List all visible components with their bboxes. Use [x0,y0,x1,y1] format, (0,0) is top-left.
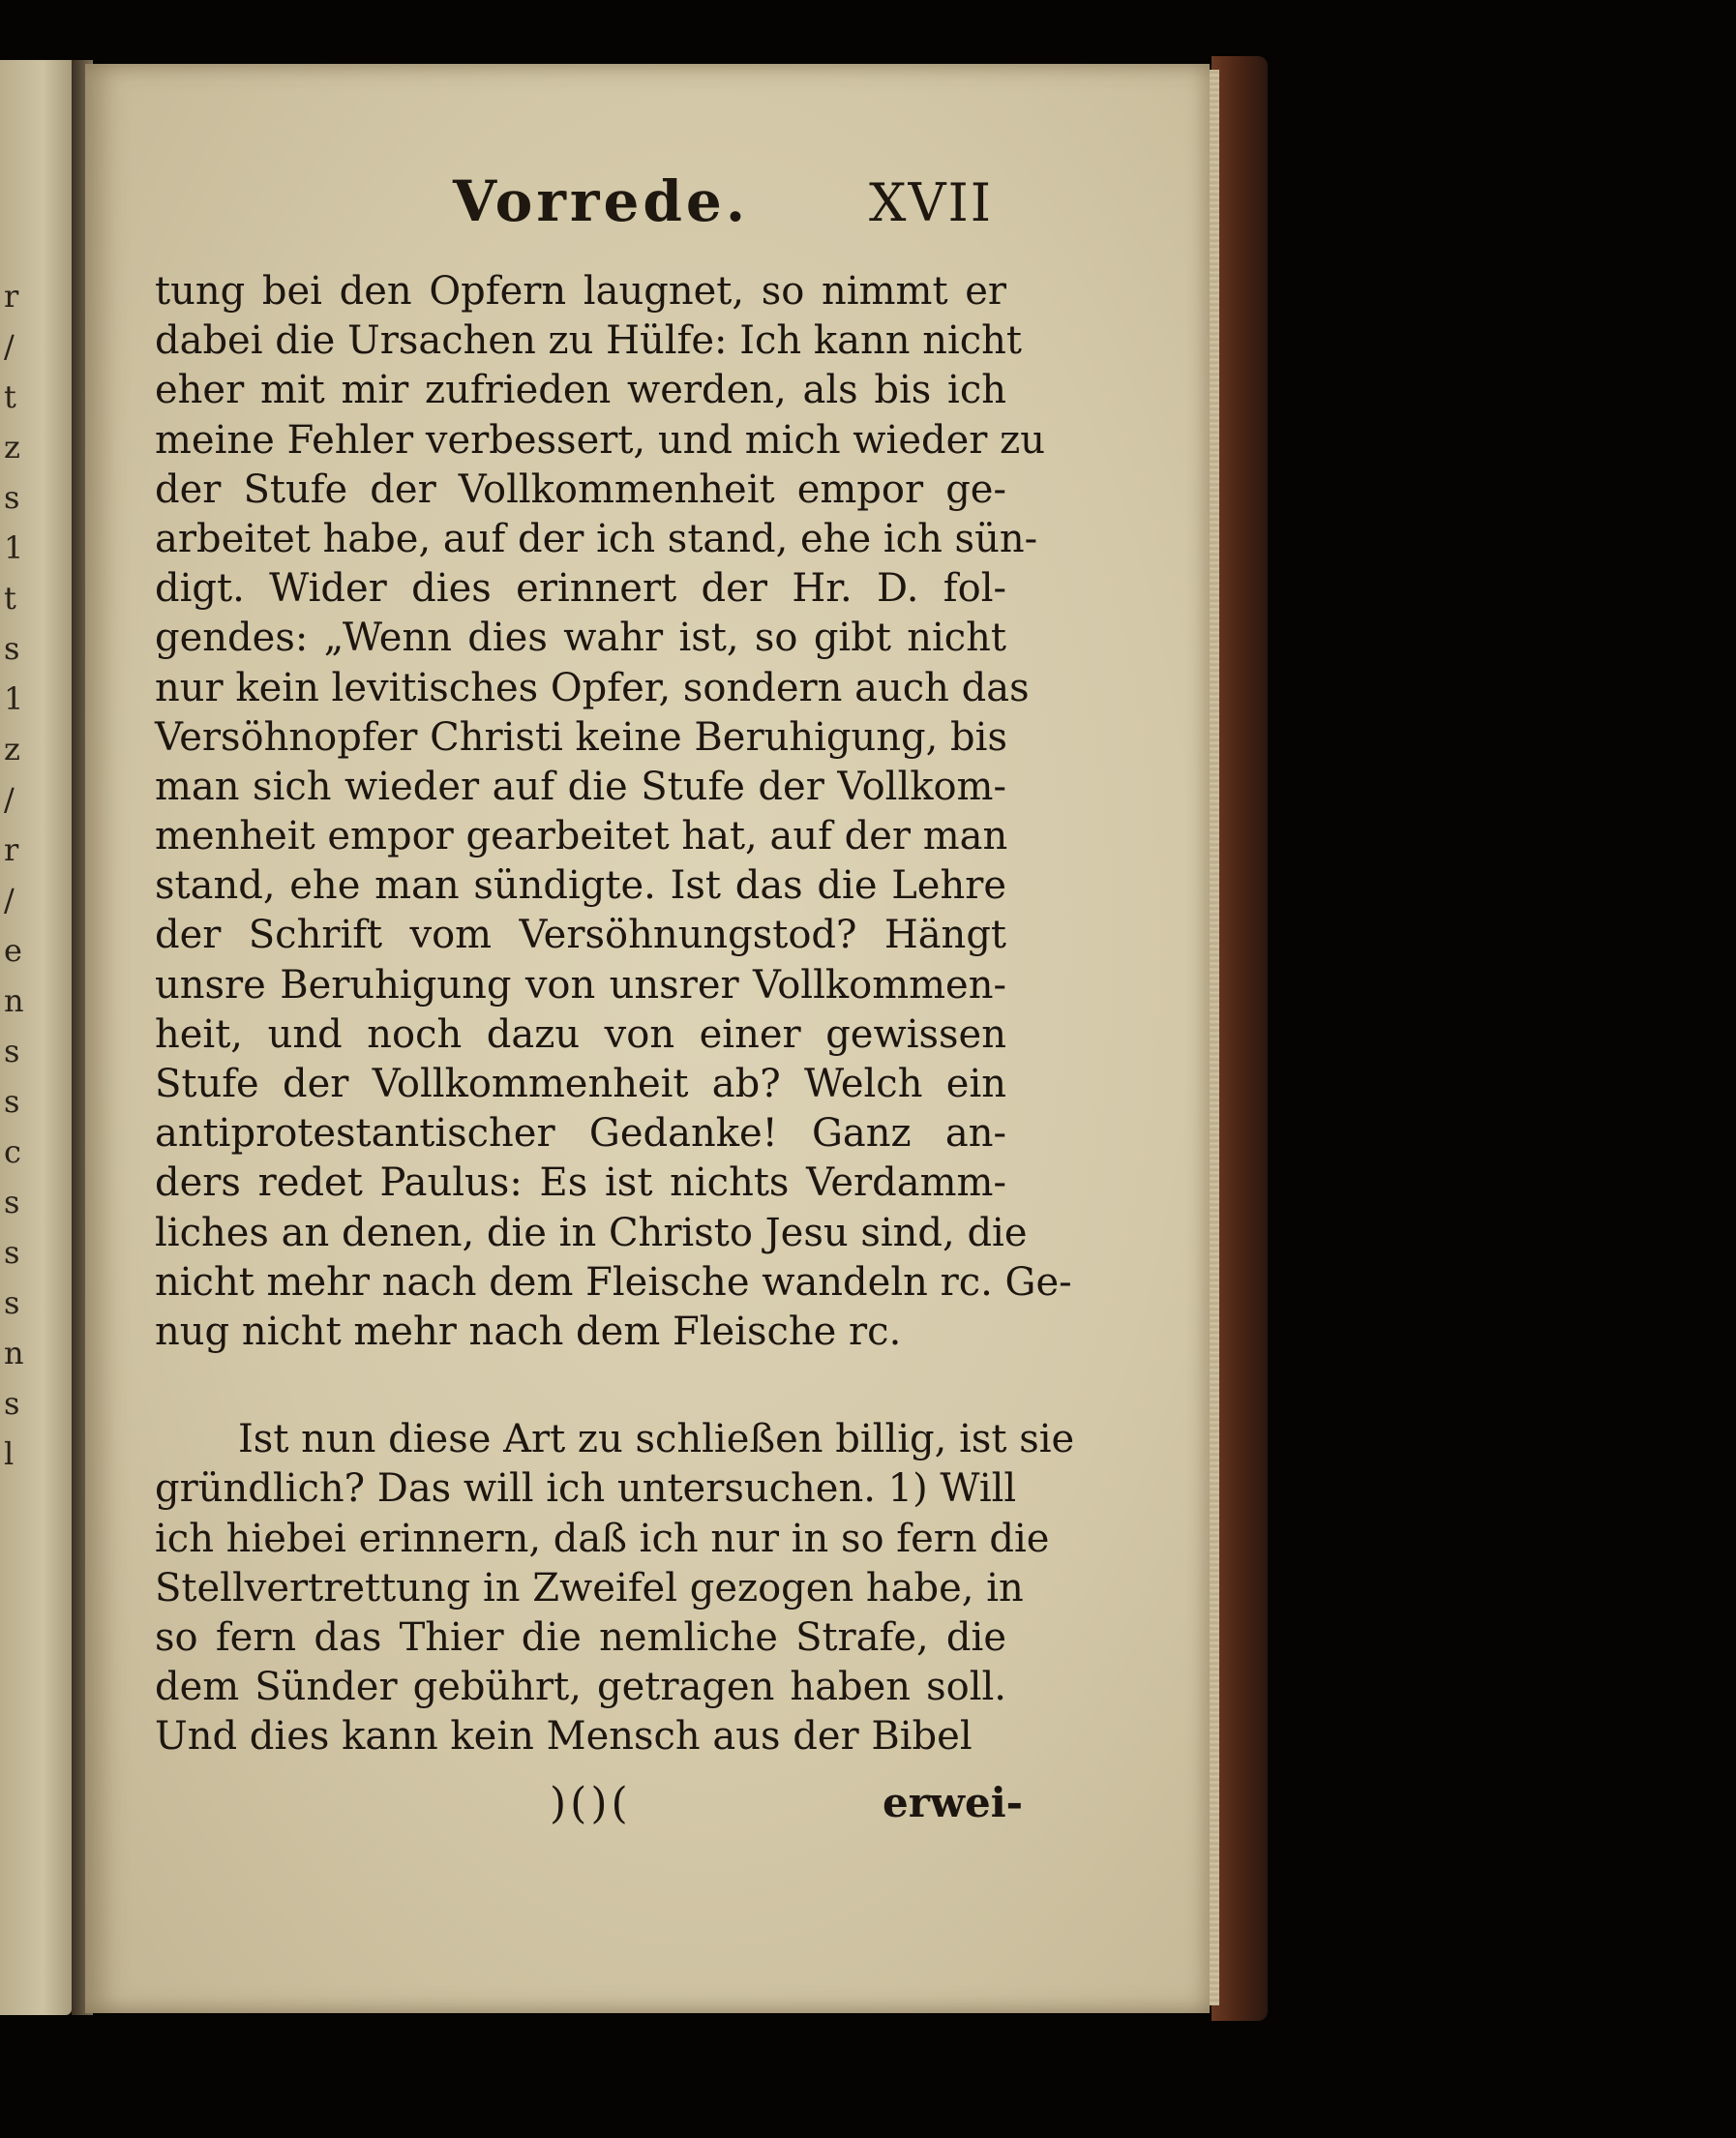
margin-fragment: s [4,479,20,516]
text-line: liches an denen, die in Christo Jesu sind, die [155,1210,1028,1255]
margin-fragment: s [4,1033,20,1069]
text-line: so fern das Thier die nemliche Strafe, die [155,1614,1006,1660]
margin-fragment: z [4,429,20,466]
margin-fragment: / [4,328,15,365]
text-line: der Stufe der Vollkommenheit empor ge- [155,467,1006,512]
text-line: gendes: „Wenn dies wahr ist, so gibt nicht [155,616,1006,661]
text-line: nug nicht mehr nach dem Fleische rc. [155,1309,902,1354]
margin-fragment: t [4,378,16,415]
text-line: nur kein levitisches Opfer, sondern auch das [155,665,1030,710]
text-line: der Schrift vom Versöhnungstod? Hängt [155,913,1006,958]
margin-fragment: / [4,781,15,818]
text-line: antiprotestantischer Gedanke! Ganz an- [155,1111,1006,1157]
margin-fragment: 1 [4,680,24,717]
margin-fragment: s [4,1385,20,1422]
text-line: digt. Wider dies erinnert der Hr. D. fol- [155,566,1006,612]
page-body [155,267,1075,1762]
text-line: Ist nun diese Art zu schließen billig, ist sie [238,1417,1075,1462]
text-line: Stufe der Vollkommenheit ab? Welch ein [155,1062,1006,1106]
text-line: meine Fehler verbessert, und mich wieder zu [155,417,1045,463]
text-line: Stellvertrettung in Zweifel gezogen habe, in [155,1565,1024,1611]
paragraph-gap [155,1357,1006,1415]
text-line: dabei die Ursachen zu Hülfe: Ich kann nicht [155,318,1022,364]
margin-fragment: z [4,731,20,768]
text-line: menheit empor gearbeitet hat, auf der man [155,814,1008,859]
text-line: heit, und noch dazu von einer gewissen [155,1011,1006,1057]
margin-fragment: / [4,882,15,918]
text-line: ders redet Paulus: Es ist nichts Verdamm- [155,1160,1006,1206]
margin-fragment: s [4,1284,20,1321]
running-title: Vorrede. [453,168,750,234]
text-line: ich hiebei erinnern, daß ich nur in so fern die [155,1516,1050,1561]
text-line: unsre Beruhigung von unsrer Vollkommen- [155,962,1006,1008]
page-footer [85,1779,1210,1837]
margin-fragment: 1 [4,529,24,566]
margin-fragment: s [4,1234,20,1271]
text-line: arbeitet habe, auf der ich stand, ehe ich sün- [155,516,1038,561]
margin-fragment: t [4,580,16,617]
margin-fragment: e [4,932,22,969]
text-line: stand, ehe man sündigte. Ist das die Lehre [155,863,1006,909]
margin-fragment: r [4,831,19,868]
text-line: gründlich? Das will ich untersuchen. 1) Will [155,1466,1017,1512]
text-line: nicht mehr nach dem Fleische wandeln rc. Ge- [155,1259,1072,1305]
text-line: tung bei den Opfern laugnet, so nimmt er [155,269,1006,314]
margin-fragment: c [4,1133,21,1170]
book-page [85,64,1210,2013]
page-header [85,168,1210,246]
text-line: man sich wieder auf die Stufe der Vollkom- [155,764,1006,809]
margin-fragment: n [4,1335,24,1371]
facing-page-edge [0,60,72,2015]
paragraph-2 [155,1415,1075,1762]
text-line: Versöhnopfer Christi keine Beruhigung, bis [155,714,1007,760]
paragraph-1 [155,267,1072,1357]
text-line: Und dies kann kein Mensch aus der Bibel [155,1714,973,1760]
text-line: eher mit mir zufrieden werden, als bis ich [155,368,1006,413]
margin-fragment: n [4,982,24,1019]
catchword: erwei- [883,1779,1024,1826]
margin-fragment: l [4,1435,15,1472]
text-line: dem Sünder gebührt, getragen haben soll. [155,1665,1006,1710]
margin-fragment: r [4,278,19,315]
margin-fragment: s [4,630,20,667]
margin-fragment: s [4,1083,20,1120]
page-number: XVII [869,172,994,233]
margin-fragment: s [4,1184,20,1220]
book-cover-edge [1212,56,1268,2021]
signature-mark: )()( [550,1779,632,1828]
